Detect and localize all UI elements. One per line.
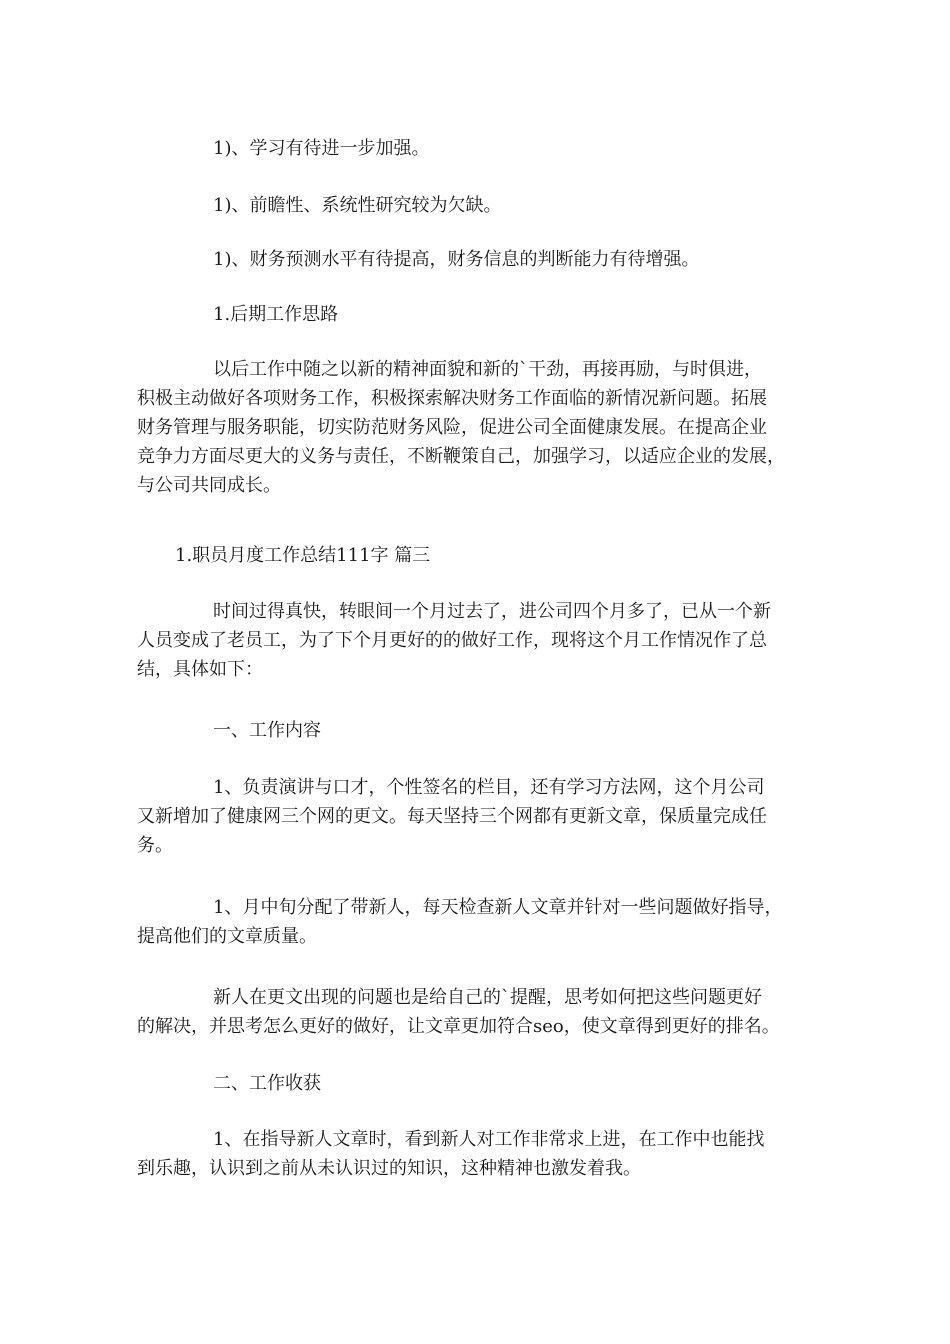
paragraph-content-1 bbox=[137, 773, 817, 860]
text-line: 积极主动做好各项财务工作，积极探索解决财务工作面临的新情况新问题。拓展 bbox=[137, 388, 767, 409]
item-finance: 1)、财务预测水平有待提高，财务信息的判断能力有待增强。 bbox=[213, 249, 700, 270]
heading-work-content: 一、工作内容 bbox=[213, 720, 321, 741]
item-research: 1)、前瞻性、系统性研究较为欠缺。 bbox=[213, 195, 502, 216]
paragraph-intro bbox=[137, 597, 817, 684]
heading-future-plan: 1.后期工作思路 bbox=[213, 304, 339, 325]
item-study: 1)、学习有待进一步加强。 bbox=[213, 138, 430, 159]
heading-work-gain: 二、工作收获 bbox=[213, 1073, 321, 1094]
text-line: 的解决，并思考怎么更好的做好，让文章更加符合seo，使文章得到更好的排名。 bbox=[137, 1016, 780, 1037]
text-line: 与公司共同成长。 bbox=[137, 475, 281, 496]
paragraph-gain-1 bbox=[137, 1125, 817, 1183]
text-line: 时间过得真快，转眼间一个月过去了，进公司四个月多了，已从一个新 bbox=[213, 601, 771, 622]
text-line: 提高他们的文章质量。 bbox=[137, 926, 317, 947]
text-line: 以后工作中随之以新的精神面貌和新的`干劲，再接再励，与时俱进， bbox=[213, 359, 762, 380]
text-line: 竞争力方面尽更大的义务与责任，不断鞭策自己，加强学习，以适应企业的发展， bbox=[137, 446, 785, 467]
text-line: 财务管理与服务职能，切实防范财务风险，促进公司全面健康发展。在提高企业 bbox=[137, 417, 767, 438]
paragraph-future-plan bbox=[137, 355, 817, 500]
text-line: 新人在更文出现的问题也是给自己的`提醒，思考如何把这些问题更好 bbox=[213, 987, 762, 1008]
text-line: 结，具体如下： bbox=[137, 659, 263, 680]
text-line: 务。 bbox=[137, 835, 173, 856]
text-line: 人员变成了老员工，为了下个月更好的的做好工作，现将这个月工作情况作了总 bbox=[137, 630, 767, 651]
text-line: 又新增加了健康网三个网的更文。每天坚持三个网都有更新文章，保质量完成任 bbox=[137, 806, 767, 827]
text-line: 1、负责演讲与口才，个性签名的栏目，还有学习方法网，这个月公司 bbox=[213, 777, 765, 798]
paragraph-content-2 bbox=[137, 893, 817, 951]
paragraph-content-3 bbox=[137, 983, 817, 1041]
text-line: 到乐趣，认识到之前从未认识过的知识，这种精神也激发着我。 bbox=[137, 1158, 641, 1179]
text-line: 1、月中旬分配了带新人，每天检查新人文章并针对一些问题做好指导， bbox=[213, 897, 783, 918]
text-line: 1、在指导新人文章时，看到新人对工作非常求上进，在工作中也能找 bbox=[213, 1129, 765, 1150]
section-title: 1.职员月度工作总结111字 篇三 bbox=[175, 545, 431, 566]
